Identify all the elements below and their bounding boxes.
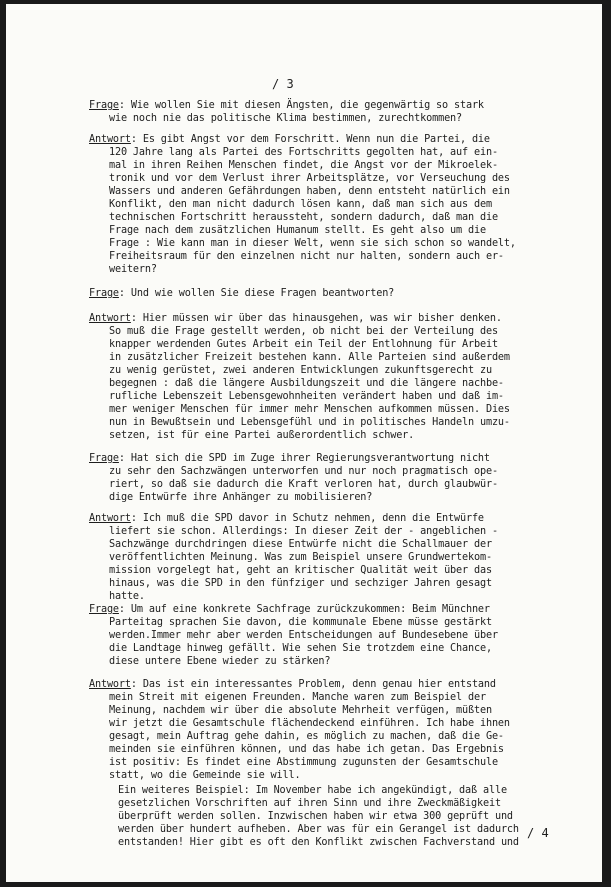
text-line: überprüft werden sollen. Inzwischen haben wir etwa 300 geprüft und [118,811,513,822]
text-line: 120 Jahre lang als Partei des Fortschritts gegolten hat, auf ein- [109,147,498,158]
text-line: meinden sie einführen können, und das habe ich getan. Das Ergebnis [109,744,504,755]
question-first-line [89,99,484,112]
text-line: : Hier müssen wir über das hinausgehen, was wir bisher denken. [130,313,502,324]
answer-label: Antwort [89,513,131,524]
text-line: diese untere Ebene wieder zu stärken? [109,656,331,667]
text-line: weitern? [109,264,157,275]
text-line: : Das ist ein interessantes Problem, denn genau hier entstand [130,679,496,690]
text-line: mer weniger Menschen für immer mehr Menschen aufkommen müssen. Dies [109,404,510,415]
text-line: Ein weiteres Beispiel: Im November habe ich angekündigt, daß alle [118,785,507,796]
question-first-line [89,603,490,616]
text-line: Frage nach dem zusätzlichen Humanum stellt. Es geht also um die [109,225,486,236]
text-line: in zusätzlicher Freizeit bestehen kann. Alle Parteien sind außerdem [109,352,510,363]
text-line: technischen Fortschritt heraussteht, sondern dadurch, daß man die [109,212,498,223]
text-line: hinaus, was die SPD in den fünfziger und sechziger Jahren gesagt [109,578,492,589]
text-line: hatte. [109,591,145,602]
text-line: Parteitag sprachen Sie davon, die kommunale Ebene müsse gestärkt [109,617,492,628]
text-line: statt, wo die Gemeinde sie will. [109,770,301,781]
answer-first-line [89,312,502,325]
text-line: nun in Bewußtsein und Lebensgefühl und in politisches Handeln umzu- [109,417,510,428]
text-line: : Und wie wollen Sie diese Fragen beantworten? [118,288,395,299]
text-line: tronik und vor dem Verlust ihrer Arbeitsplätze, vor Verseuchung des [109,173,510,184]
answer-label: Antwort [89,313,131,324]
text-line: Meinung, nachdem wir über die absolute Mehrheit verfügen, müßten [109,705,492,716]
text-line: : Um auf eine konkrete Sachfrage zurückzukommen: Beim Münchner [118,604,490,615]
text-line: ist positiv: Es findet eine Abstimmung zugunsten der Gesamtschule [109,757,498,768]
text-line: Frage : Wie kann man in dieser Welt, wenn sie sich schon so wandelt, [109,238,516,249]
text-line: zu sehr den Sachzwängen unterworfen und nur noch pragmatisch ope- [109,466,498,477]
question-label: Frage [89,288,119,299]
text-line: Wassers und anderen Gefährdungen haben, denn entsteht natürlich ein [109,186,510,197]
text-line: setzen, ist für eine Partei außerordentlich schwer. [109,430,415,441]
text-line: begegnen : daß die längere Ausbildungszeit und die längere nachbe- [109,378,504,389]
text-line: dige Entwürfe ihre Anhänger zu mobilisieren? [109,492,373,503]
text-line: : Ich muß die SPD davor in Schutz nehmen, denn die Entwürfe [130,513,484,524]
text-line: : Wie wollen Sie mit diesen Ängsten, die gegenwärtig so stark [118,100,484,111]
question-first-line [89,287,394,300]
text-line: zu wenig gerüstet, zwei anderen Entwicklungen zukunftsgerecht zu [109,365,492,376]
text-line: Freiheitsraum für den einzelnen nicht nur halten, sondern auch er- [109,251,504,262]
text-line: wie noch nie das politische Klima bestimmen, zurechtkommen? [109,113,463,124]
text-line: : Hat sich die SPD im Zuge ihrer Regierungsverantwortung nicht [118,453,490,464]
text-line: knapper werdenden Gutes Arbeit ein Teil der Entlohnung für Arbeit [109,339,498,350]
text-line: entstanden! Hier gibt es oft den Konflikt zwischen Fachverstand und [118,837,519,848]
text-line: So muß die Frage gestellt werden, ob nicht bei der Verteilung des [109,326,498,337]
text-line: gesagt, mein Auftrag gehe dahin, es möglich zu machen, daß die Ge- [109,731,504,742]
answer-first-line [89,678,496,691]
question-label: Frage [89,100,119,111]
text-line: mein Streit mit eigenen Freunden. Manche waren zum Beispiel der [109,692,486,703]
question-label: Frage [89,453,119,464]
text-line: gesetzlichen Vorschriften auf ihren Sinn und ihre Zweckmäßigkeit [118,798,501,809]
text-line: rufliche Lebenszeit Lebensgewohnheiten verändert haben und daß im- [109,391,504,402]
text-line: liefert sie schon. Allerdings: In dieser Zeit der - angeblichen - [109,526,498,537]
document-page [6,4,602,882]
answer-label: Antwort [89,679,131,690]
text-line: werden.Immer mehr aber werden Entscheidungen auf Bundesebene über [109,630,498,641]
text-line: werden über hundert aufheben. Aber was für ein Gerangel ist dadurch [118,824,519,835]
text-line: die Landtage hinweg gefällt. Wie sehen Sie trotzdem eine Chance, [109,643,492,654]
page-number-top: / 3 [272,77,294,91]
text-line: Sachzwänge durchdringen diese Entwürfe nicht die Schallmauer der [109,539,492,550]
text-line: riert, so daß sie dadurch die Kraft verloren hat, durch glaubwür- [109,479,498,490]
text-line: Konflikt, den man nicht dadurch lösen kann, daß man sich aus dem [109,199,492,210]
text-line: veröffentlichten Meinung. Was zum Beispiel unsere Grundwertekom- [109,552,492,563]
question-first-line [89,452,490,465]
answer-label: Antwort [89,134,131,145]
page-number-bottom: / 4 [527,826,549,840]
text-line: : Es gibt Angst vor dem Forschritt. Wenn nun die Partei, die [130,134,490,145]
text-line: mission vorgelegt hat, geht an kritischer Qualität weit über das [109,565,492,576]
text-line: wir jetzt die Gesamtschule flächendeckend einführen. Ich habe ihnen [109,718,510,729]
answer-first-line [89,133,490,146]
text-line: mal in ihren Reihen Menschen findet, die Angst vor der Mikroelek- [109,160,498,171]
question-label: Frage [89,604,119,615]
answer-first-line [89,512,484,525]
